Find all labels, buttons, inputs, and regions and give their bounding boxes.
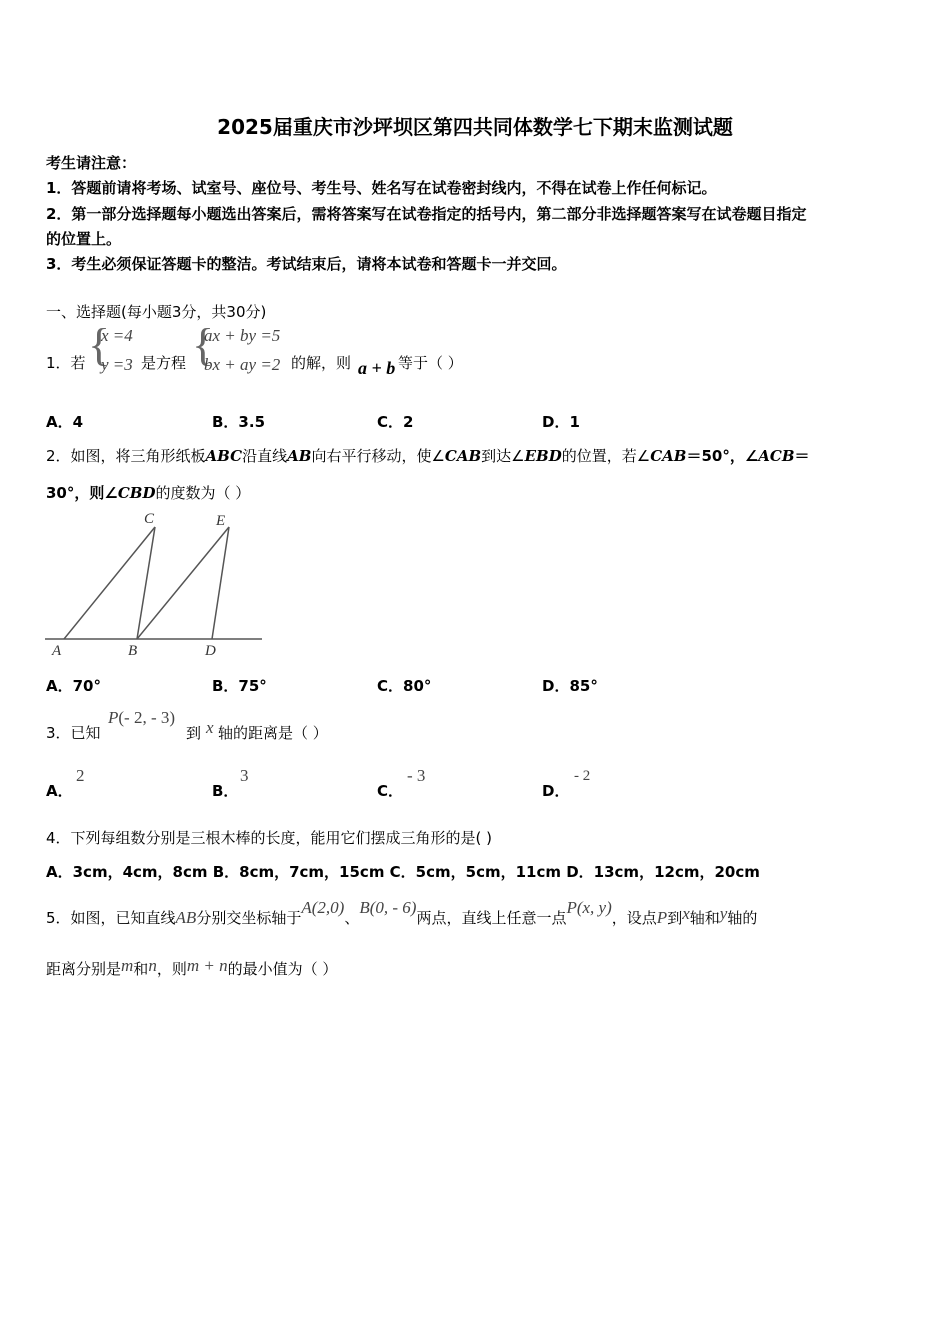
- q1-tail-1: 的解，则: [291, 354, 352, 372]
- q5-line-2: 距离分别是m和n，则m + n的最小值为（ ）: [46, 956, 338, 978]
- q1-brace-1: {: [88, 319, 111, 370]
- q3-option-a-value: 2: [76, 766, 85, 785]
- q3-option-b-value: 3: [240, 766, 249, 785]
- q2-option-b: B．75°: [212, 677, 267, 695]
- q3-option-c-value: - 3: [407, 766, 426, 785]
- q1-option-b: B．3.5: [212, 413, 266, 431]
- q2-option-d: D．85°: [542, 677, 598, 695]
- q1-sys2-eq2: bx + ay =2: [204, 355, 281, 374]
- notice-line-4: 3．考生必须保证答题卡的整洁。考试结束后，请将本试卷和答题卡一并交回。: [46, 255, 567, 273]
- q2-option-c: C．80°: [377, 677, 432, 695]
- q3-option-b-letter: B．: [212, 782, 239, 800]
- q5-line-1: 5．如图，已知直线AB分别交坐标轴于A(2,0)、B(0, - 6)两点，直线上任意一点P(x, y)，设点P到x轴和y轴的: [46, 898, 758, 927]
- q4-text: 4．下列每组数分别是三根木棒的长度，能用它们摆成三角形的是( ): [46, 829, 493, 847]
- q3-number: 3．已知: [46, 724, 101, 742]
- q3-tail: 轴的距离是（ ）: [218, 724, 328, 742]
- q1-number: 1．若: [46, 354, 86, 372]
- q3-option-d-letter: D．: [542, 782, 570, 800]
- q2-option-a: A．70°: [46, 677, 101, 695]
- q2-line-1: 2．如图，将三角形纸板ABC沿直线AB向右平行移动，使∠CAB到达∠EBD的位置，若∠CAB＝50°，∠ACB＝: [46, 447, 810, 465]
- label-e: E: [216, 513, 226, 529]
- notice-line-1: 1．答题前请将考场、试室号、座位号、考生号、姓名写在试卷密封线内，不得在试卷上作任何标记。: [46, 179, 717, 197]
- page-title: 2025届重庆市沙坪坝区第四共同体数学七下期末监测试题: [217, 115, 733, 139]
- segment-cb: [137, 527, 155, 639]
- q3-option-a-letter: A．: [46, 782, 73, 800]
- section-heading: 一、选择题(每小题3分，共30分): [46, 303, 267, 321]
- q1-expression: a + b: [358, 358, 396, 378]
- q3-option-d-value: - 2: [574, 768, 591, 784]
- label-d: D: [205, 643, 216, 659]
- notice-line-2: 2．第一部分选择题每小题选出答案后，需将答案写在试卷指定的括号内，第二部分非选择题答案写在试卷题目指定: [46, 205, 807, 223]
- q1-sys1-eq2: y =3: [101, 355, 133, 374]
- q1-option-c: C．2: [377, 413, 414, 431]
- q4-options: A．3cm，4cm，8cm B．8cm，7cm，15cm C．5cm，5cm，11cm D．13cm，12cm，20cm: [46, 863, 760, 881]
- q1-option-a: A．4: [46, 413, 84, 431]
- label-b: B: [128, 643, 138, 659]
- q1-option-d: D．1: [542, 413, 580, 431]
- q2-line-2: 30°，则∠CBD的度数为（ ）: [46, 484, 251, 502]
- q3-option-c-letter: C．: [377, 782, 404, 800]
- q3-mid: 到: [186, 724, 202, 742]
- notice-heading: 考生请注意：: [46, 154, 137, 172]
- q1-mid: 是方程: [141, 354, 187, 372]
- q1-brace-2: {: [192, 319, 215, 370]
- q1-sys2-eq1: ax + by =5: [204, 326, 281, 345]
- segment-ac: [64, 527, 155, 639]
- q1-tail-2: 等于（ ）: [398, 354, 463, 372]
- q1-sys1-eq1: x =4: [101, 326, 133, 345]
- notice-line-3: 的位置上。: [46, 230, 122, 248]
- q3-axis: x: [206, 718, 214, 737]
- label-c: C: [144, 511, 155, 527]
- q2-figure: [40, 505, 270, 665]
- q3-point: P(- 2, - 3): [108, 708, 176, 727]
- label-a: A: [52, 643, 62, 659]
